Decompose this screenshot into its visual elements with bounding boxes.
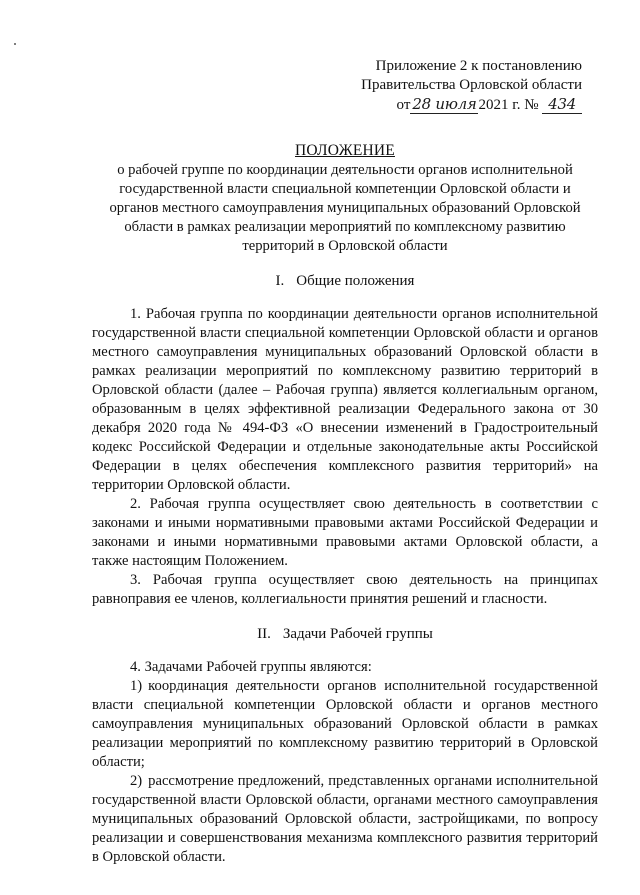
paragraph-2: 2. Рабочая группа осуществляет свою деятельность в соответствии с законами и иными нормативными правовыми актами Российской Федерации и законами и иными нормативными правовыми актами Орловской области, а также настоящим Положением.: [92, 496, 598, 569]
section-numeral: I.: [275, 273, 285, 289]
document-body: [92, 141, 598, 867]
item-marker: 2): [130, 773, 143, 789]
section-heading-general: [92, 272, 598, 291]
item-marker: 1): [130, 678, 143, 694]
section-numeral: II.: [257, 626, 271, 642]
appendix-line-2: Правительства Орловской области: [361, 77, 582, 93]
appendix-line-1: Приложение 2 к постановлению: [375, 58, 582, 74]
appendix-date-line: [361, 95, 582, 115]
subtitle-line: территорий в Орловской области: [242, 238, 448, 254]
handwritten-number: 434: [542, 95, 582, 114]
date-suffix: 2021 г. №: [478, 97, 539, 113]
document-subtitle: [92, 161, 598, 256]
task-item-2: [92, 772, 598, 867]
subtitle-line: государственной власти специальной компетенции Орловской области и: [119, 181, 571, 197]
handwritten-date: 28 июля: [412, 95, 477, 113]
scan-artifact-dot: [14, 43, 16, 45]
subtitle-line: органов местного самоуправления муниципальных образований Орловской: [109, 200, 581, 216]
appendix-header: [361, 57, 582, 115]
document-title: ПОЛОЖЕНИЕ: [295, 142, 395, 159]
section-title: Общие положения: [296, 273, 415, 289]
item-text: координация деятельности органов исполнительной государственной власти специальной компетенции Орловской области и органов местного самоуправления муниципальных образований Орловской области в рамках реализации мероприятий по комплексному развитию территорий в Орловской области;: [92, 678, 598, 770]
subtitle-line: о рабочей группе по координации деятельности органов исполнительной: [117, 162, 573, 178]
task-item-1: [92, 677, 598, 772]
paragraph-3: 3. Рабочая группа осуществляет свою деятельность на принципах равноправия ее членов, коллегиальности принятия решений и гласности.: [92, 572, 598, 607]
section-title: Задачи Рабочей группы: [282, 626, 433, 642]
paragraph-4-intro: 4. Задачами Рабочей группы являются:: [130, 659, 372, 675]
paragraph-1: 1. Рабочая группа по координации деятельности органов исполнительной государственной власти специальной компетенции Орловской области и органов местного самоуправления муниципальных образований Орловской области в рамках реализации мероприятий по комплексному развитию территорий в Орловской области (далее – Рабочая группа) является коллегиальным органом, образованным в целях эффективной реализации Федерального закона от 30 декабря 2020 года № 494-ФЗ «О внесении изменений в Градостроительный кодекс Российской Федерации и отдельные законодательные акты Российской Федерации в целях обеспечения комплексного развития территорий» на территории Орловской области.: [92, 306, 598, 493]
item-text: рассмотрение предложений, представленных органами исполнительной государственной власти Орловской области, органами местного самоуправления муниципальных образований Орловской области, застройщиками, по вопросу реализации и совершенствования механизма комплексного развития территорий в Орловской области.: [92, 773, 598, 865]
subtitle-line: области в рамках реализации мероприятий по комплексному развитию: [124, 219, 566, 235]
section-heading-tasks: [92, 625, 598, 644]
date-prefix: от: [396, 97, 411, 113]
